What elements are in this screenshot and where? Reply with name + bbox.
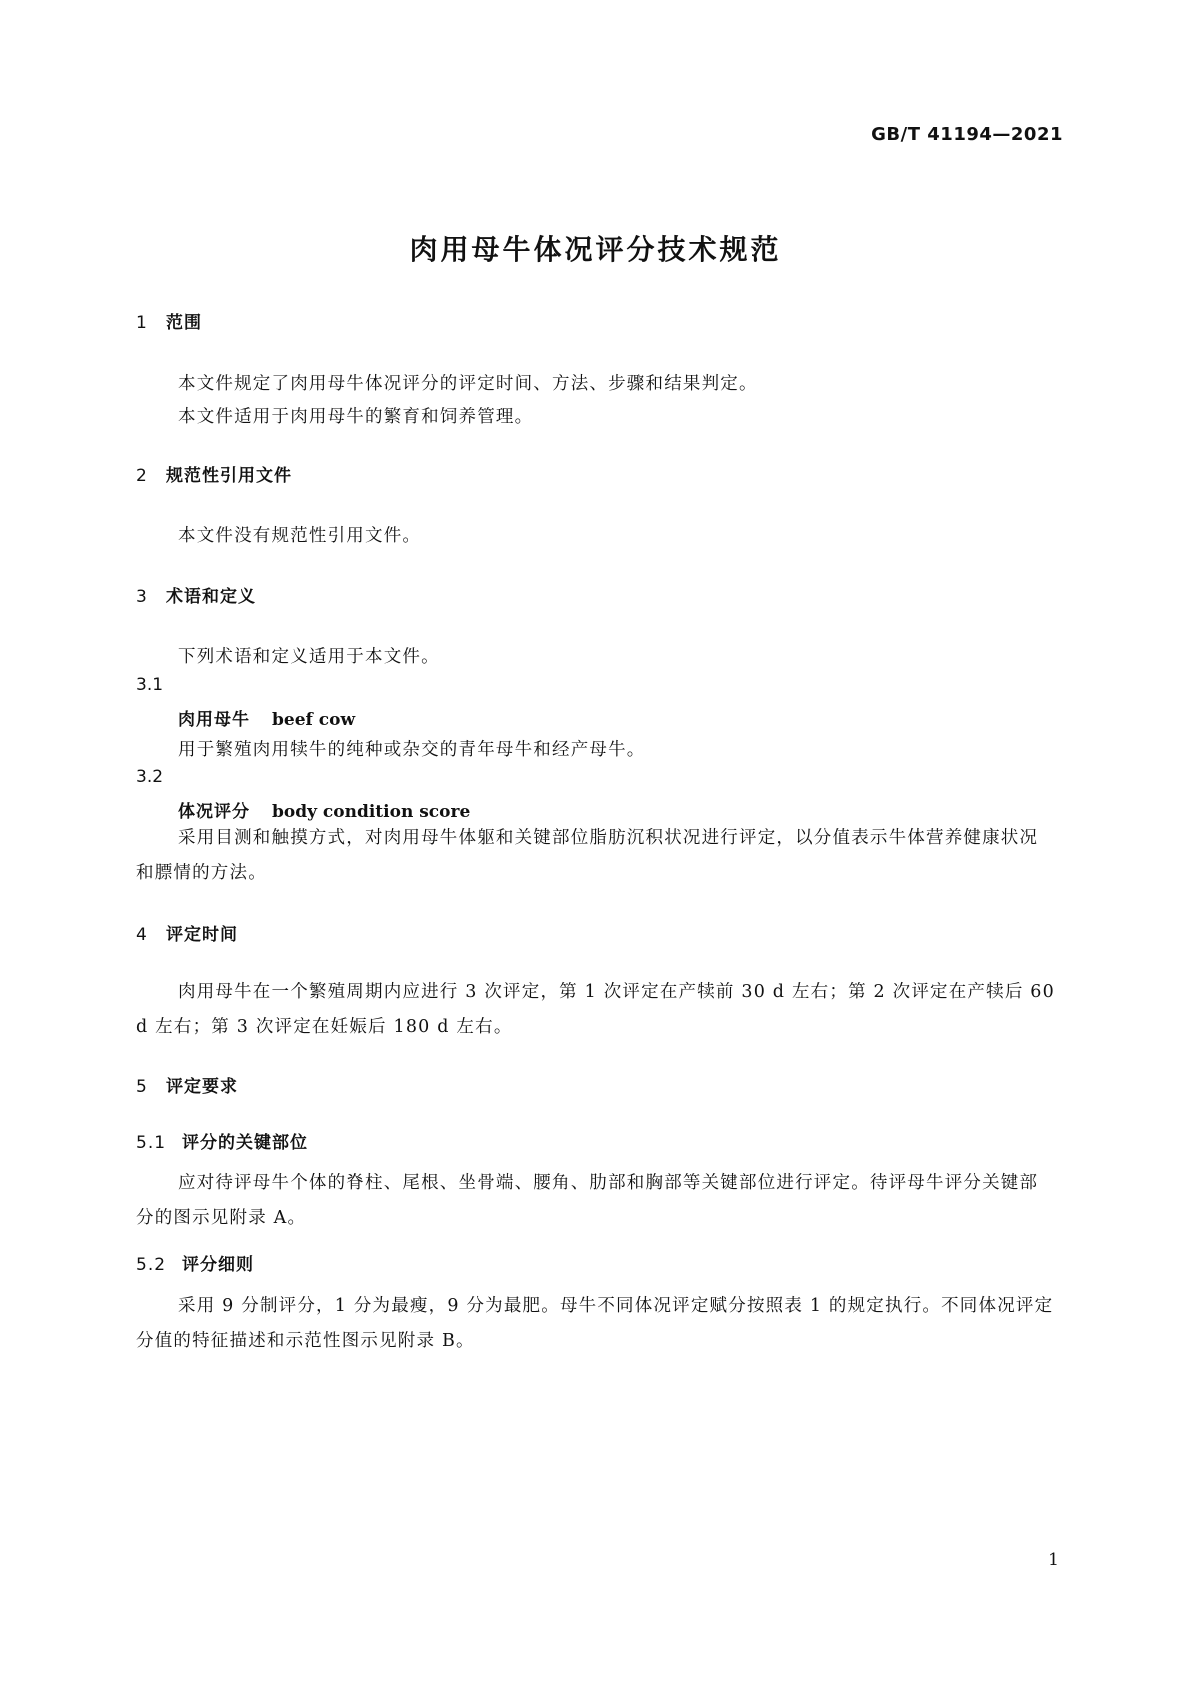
section-2-paragraph-1: 本文件没有规范性引用文件。 (178, 526, 422, 546)
section-5-1-heading (136, 1128, 308, 1153)
section-1-heading (136, 308, 202, 333)
subsection-title: 评分的关键部位 (182, 1133, 308, 1153)
section-5-2-heading (136, 1250, 254, 1275)
section-title: 评定时间 (166, 925, 238, 945)
section-title: 术语和定义 (166, 587, 256, 607)
section-5-2-paragraph-1: 采用 9 分制评分，1 分为最瘦，9 分为最肥。母牛不同体况评定赋分按照表 1 的规定执行。不同体况评定分值的特征描述和示范性图示见附录 B。 (136, 1296, 1054, 1351)
section-1-paragraph-2: 本文件适用于肉用母牛的繁育和饲养管理。 (178, 407, 534, 427)
section-3-heading (136, 582, 256, 607)
term-3-1-definition: 用于繁殖肉用犊牛的纯种或杂交的青年母牛和经产母牛。 (178, 740, 646, 760)
term-en: beef cow (272, 710, 356, 730)
section-5-1-paragraph-1: 应对待评母牛个体的脊柱、尾根、坐骨端、腰角、肋部和胸部等关键部位进行评定。待评母牛评分关键部分的图示见附录 A。 (136, 1173, 1039, 1228)
section-number: 4 (136, 925, 148, 945)
section-title: 范围 (166, 313, 202, 333)
section-number: 3 (136, 587, 148, 607)
term-3-1 (178, 705, 355, 730)
document-title: 肉用母牛体况评分技术规范 (409, 233, 782, 266)
page-number: 1 (1048, 1550, 1059, 1570)
section-1-paragraph-1: 本文件规定了肉用母牛体况评分的评定时间、方法、步骤和结果判定。 (178, 374, 758, 394)
section-number: 1 (136, 313, 148, 333)
standard-code: GB/T 41194—2021 (871, 124, 1063, 145)
section-5-heading (136, 1072, 238, 1097)
section-title: 评定要求 (166, 1077, 238, 1097)
section-4-heading (136, 920, 238, 945)
term-zh: 体况评分 (178, 802, 250, 822)
term-en: body condition score (272, 802, 471, 822)
subsection-number: 5.1 (136, 1133, 167, 1153)
section-title: 规范性引用文件 (166, 466, 292, 486)
subsection-title: 评分细则 (182, 1255, 254, 1275)
subsection-number: 5.2 (136, 1255, 167, 1275)
term-3-2 (178, 797, 470, 822)
term-zh: 肉用母牛 (178, 710, 250, 730)
section-number: 5 (136, 1077, 148, 1097)
section-2-heading (136, 461, 292, 486)
section-4-paragraph-1: 肉用母牛在一个繁殖周期内应进行 3 次评定，第 1 次评定在产犊前 30 d 左右；第 2 次评定在产犊后 60 d 左右；第 3 次评定在妊娠后 180 d 左右。 (136, 982, 1055, 1037)
term-3-2-number: 3.2 (136, 767, 164, 787)
section-3-paragraph-1: 下列术语和定义适用于本文件。 (178, 647, 440, 667)
section-number: 2 (136, 466, 148, 486)
term-3-1-number: 3.1 (136, 675, 164, 695)
term-3-2-definition: 采用目测和触摸方式，对肉用母牛体躯和关键部位脂肪沉积状况进行评定，以分值表示牛体营养健康状况和膘情的方法。 (136, 828, 1039, 883)
